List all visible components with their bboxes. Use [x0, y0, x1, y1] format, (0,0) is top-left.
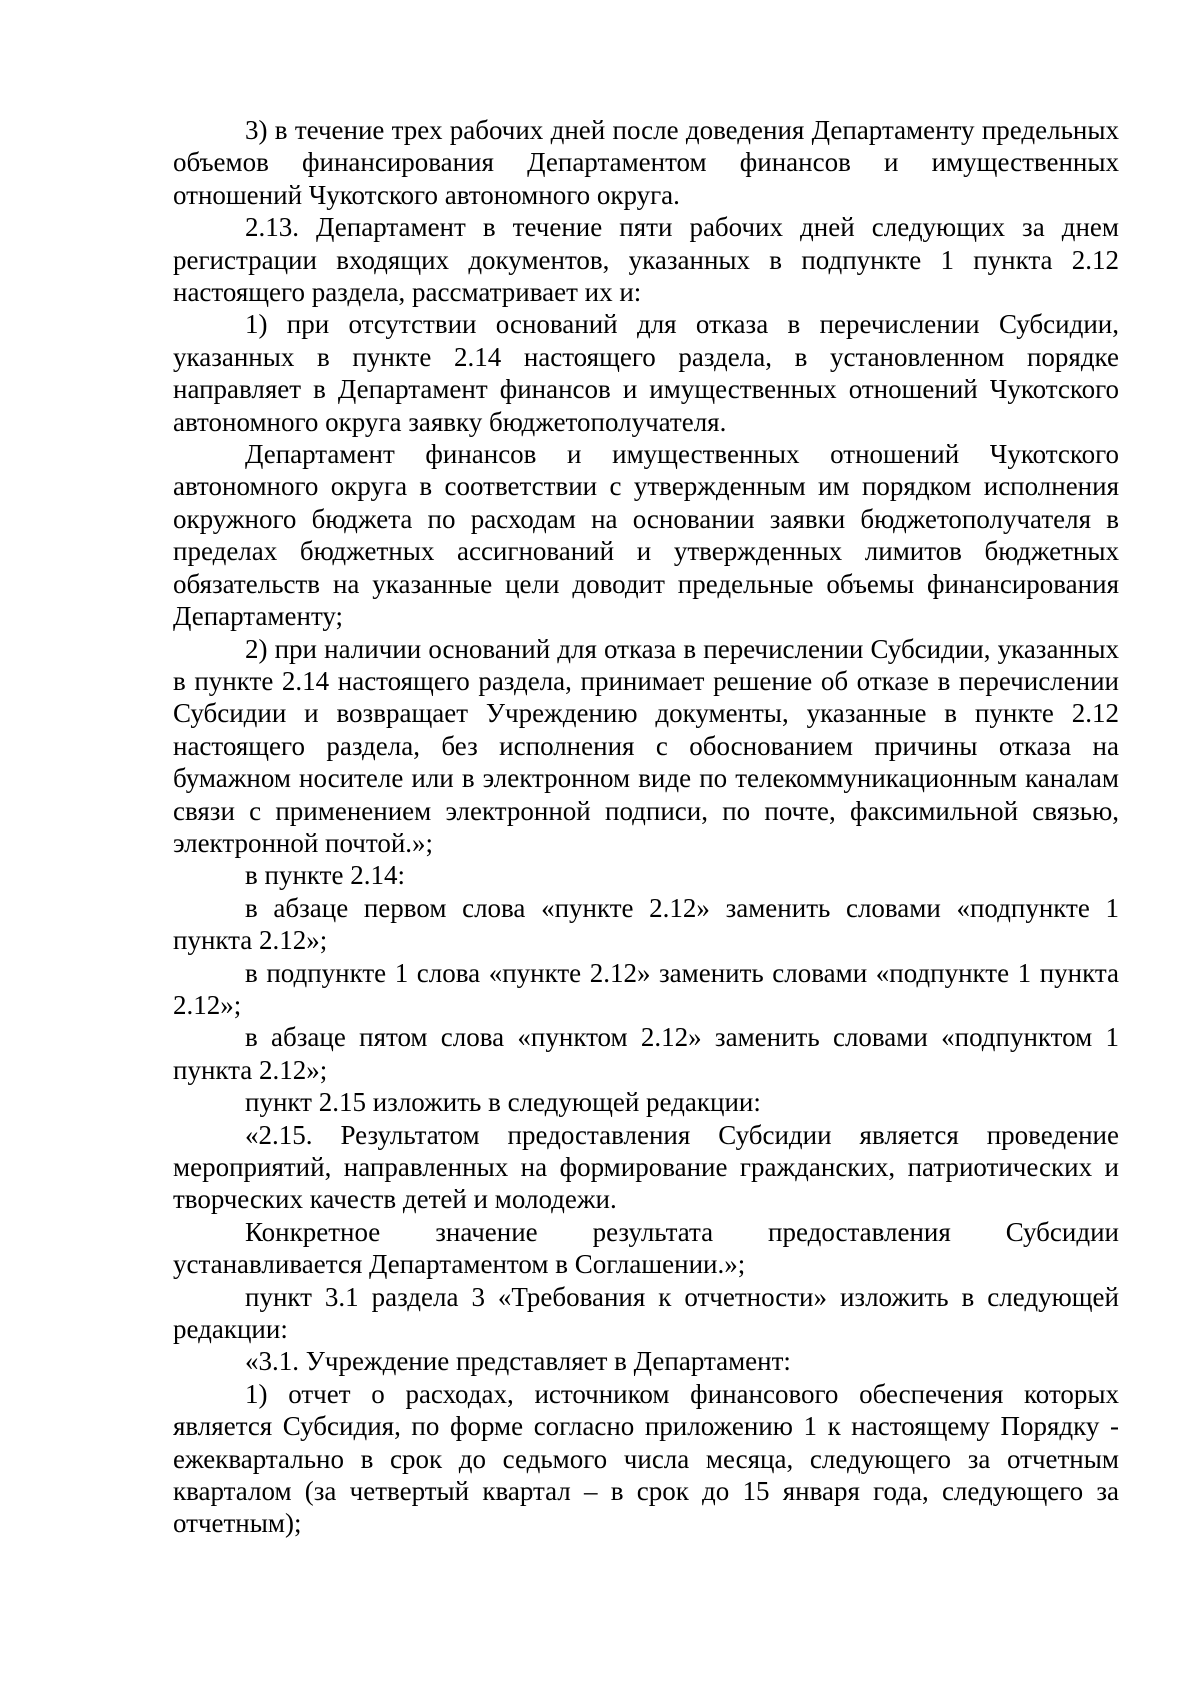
paragraph-item-2-refusal: 2) при наличии оснований для отказа в перечислении Субсидии, указанных в пункте 2.14 настоящего раздела, принимает решение об отказе в перечислении Субсидии и возвращает Учреждению документы, указанные в пункте 2.12 настоящего раздела, без исполнения с обоснованием причины отказа на бумажном носителе или в электронном виде по телекоммуникационным каналам связи с применением электронной подписи, по почте, факсимильной связью, электронной почтой.»; [173, 633, 1119, 858]
paragraph-specific-value: Конкретное значение результата предоставления Субсидии устанавливается Департаментом в Соглашении.»; [173, 1216, 1119, 1280]
paragraph-report-expenses: 1) отчет о расходах, источником финансового обеспечения которых является Субсидия, по форме согласно приложению 1 к настоящему Порядку - ежеквартально в срок до седьмого числа месяца, следующего за отчетным кварталом (за четвертый квартал – в срок до 15 января года, следующего за отчетным); [173, 1378, 1119, 1539]
document-body [173, 114, 1119, 1540]
paragraph-item-1-no-refusal: 1) при отсутствии оснований для отказа в перечислении Субсидии, указанных в пункте 2.14 настоящего раздела, в установленном порядке направляет в Департамент финансов и имущественных отношений Чукотского автономного округа заявку бюджетополучателя. [173, 309, 1119, 437]
paragraph-subpoint-1: в подпункте 1 слова «пункте 2.12» заменить словами «подпункте 1 пункта 2.12»; [173, 957, 1119, 1020]
paragraph-point-3-1-intro: пункт 3.1 раздела 3 «Требования к отчетности» изложить в следующей редакции: [173, 1281, 1119, 1345]
paragraph-point-2-15-intro: пункт 2.15 изложить в следующей редакции: [245, 1087, 761, 1118]
paragraph-first-abzac: в абзаце первом слова «пункте 2.12» заменить словами «подпункте 1 пункта 2.12»; [173, 892, 1119, 956]
paragraph-fifth-abzac: в абзаце пятом слова «пунктом 2.12» заменить словами «подпунктом 1 пункта 2.12»; [173, 1022, 1119, 1085]
paragraph-2-15-result: «2.15. Результатом предоставления Субсидии является проведение мероприятий, направленных на формирование гражданских, патриотических и творческих качеств детей и молодежи. [173, 1119, 1119, 1215]
paragraph-in-point-2-14: в пункте 2.14: [245, 860, 405, 891]
paragraph-finance-department: Департамент финансов и имущественных отношений Чукотского автономного округа в соответствии с утвержденным им порядком исполнения окружного бюджета по расходам на основании заявки бюджетополучателя в пределах бюджетных ассигнований и утвержденных лимитов бюджетных обязательств на указанные цели доводит предельные объемы финансирования Департаменту; [173, 439, 1119, 632]
paragraph-3-1: «3.1. Учреждение представляет в Департамент: [245, 1346, 791, 1377]
paragraph-2-13: 2.13. Департамент в течение пяти рабочих дней следующих за днем регистрации входящих документов, указанных в подпункте 1 пункта 2.12 настоящего раздела, рассматривает их и: [173, 212, 1119, 308]
paragraph-item-3-deadline: 3) в течение трех рабочих дней после доведения Департаменту предельных объемов финансирования Департаментом финансов и имущественных отношений Чукотского автономного округа. [173, 115, 1119, 210]
